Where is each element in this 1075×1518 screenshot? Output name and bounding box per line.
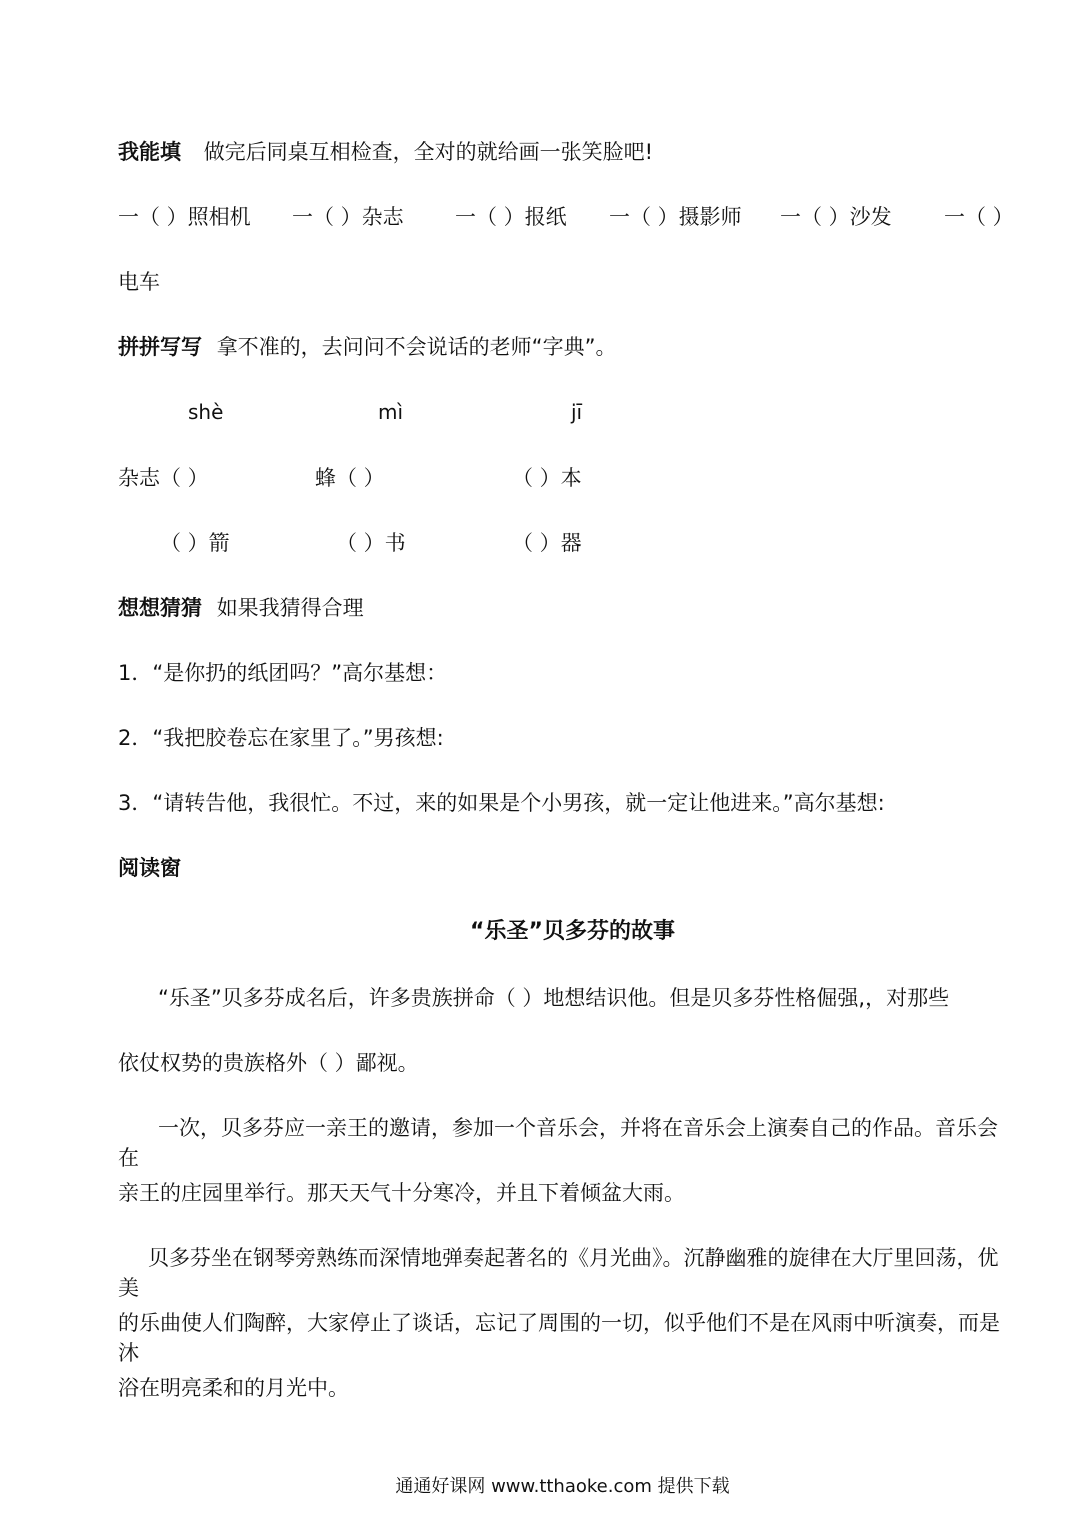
paragraph-line: 一次，贝多芬应一亲王的邀请，参加一个音乐会，并将在音乐会上演奏自己的作品。音乐会在: [118, 1116, 998, 1170]
section-heading: 想想猜猜: [118, 596, 202, 620]
section-heading: 我能填: [118, 140, 181, 164]
paragraph-line: 浴在明亮柔和的月光中。: [118, 1376, 349, 1400]
spell-blank: 杂志（ ）: [118, 466, 209, 490]
section-guess-header: [118, 593, 364, 623]
section-reading-heading: 阅读窗: [118, 856, 181, 880]
paragraph-line: 亲王的庄园里举行。那天天气十分寒冷，并且下着倾盆大雨。: [118, 1181, 685, 1205]
spell-blank: （ ）器: [512, 531, 582, 555]
footer-text: 通通好课网 www.tthaoke.com 提供下载: [395, 1476, 730, 1497]
paragraph-line: 贝多芬坐在钢琴旁熟练而深情地弹奏起著名的《月光曲》。沉静幽雅的旋律在大厅里回荡，优美: [118, 1246, 999, 1300]
paragraph-line: 的乐曲使人们陶醉，大家停止了谈话，忘记了周围的一切，似乎他们不是在风雨中听演奏，而是沐: [118, 1311, 1000, 1365]
spell-blank: （ ）书: [336, 531, 406, 555]
paragraph-line: “乐圣”贝多芬成名后，许多贵族拼命（ ）地想结识他。但是贝多芬性格倔强,，对那些: [158, 986, 950, 1010]
fill-item: 一（ ）: [944, 205, 1014, 229]
pinyin-label: jī: [571, 400, 583, 424]
question-1: 1．“是你扔的纸团吗？”高尔基想：: [118, 661, 448, 685]
spell-blank: （ ）本: [512, 466, 582, 490]
story-title: “乐圣”贝多芬的故事: [470, 919, 675, 944]
fill-item: 一（ ）摄影师: [609, 205, 742, 229]
fill-item-wrap: 电车: [118, 270, 160, 294]
spell-blank: （ ）箭: [160, 531, 230, 555]
question-3: 3．“请转告他，我很忙。不过，来的如果是个小男孩，就一定让他进来。”高尔基想:: [118, 791, 885, 815]
fill-item: 一（ ）杂志: [292, 205, 404, 229]
section-fill-header: [118, 137, 653, 167]
section-spell-header: [118, 332, 616, 362]
question-2: 2．“我把胶卷忘在家里了。”男孩想:: [118, 726, 444, 750]
paragraph-line: 依仗权势的贵族格外（ ）鄙视。: [118, 1051, 419, 1075]
section-heading: 拼拼写写: [118, 335, 202, 359]
pinyin-label: shè: [188, 400, 224, 424]
fill-item: 一（ ）报纸: [455, 205, 567, 229]
fill-item: 一（ ）沙发: [780, 205, 892, 229]
section-instruction: 做完后同桌互相检查，全对的就给画一张笑脸吧!: [203, 140, 654, 164]
spell-blank: 蜂（ ）: [315, 466, 385, 490]
section-instruction: 拿不准的，去问问不会说话的老师“字典”。: [216, 335, 617, 359]
section-instruction: 如果我猜得合理: [216, 596, 364, 620]
fill-item: 一（ ）照相机: [118, 205, 251, 229]
pinyin-label: mì: [378, 400, 404, 424]
